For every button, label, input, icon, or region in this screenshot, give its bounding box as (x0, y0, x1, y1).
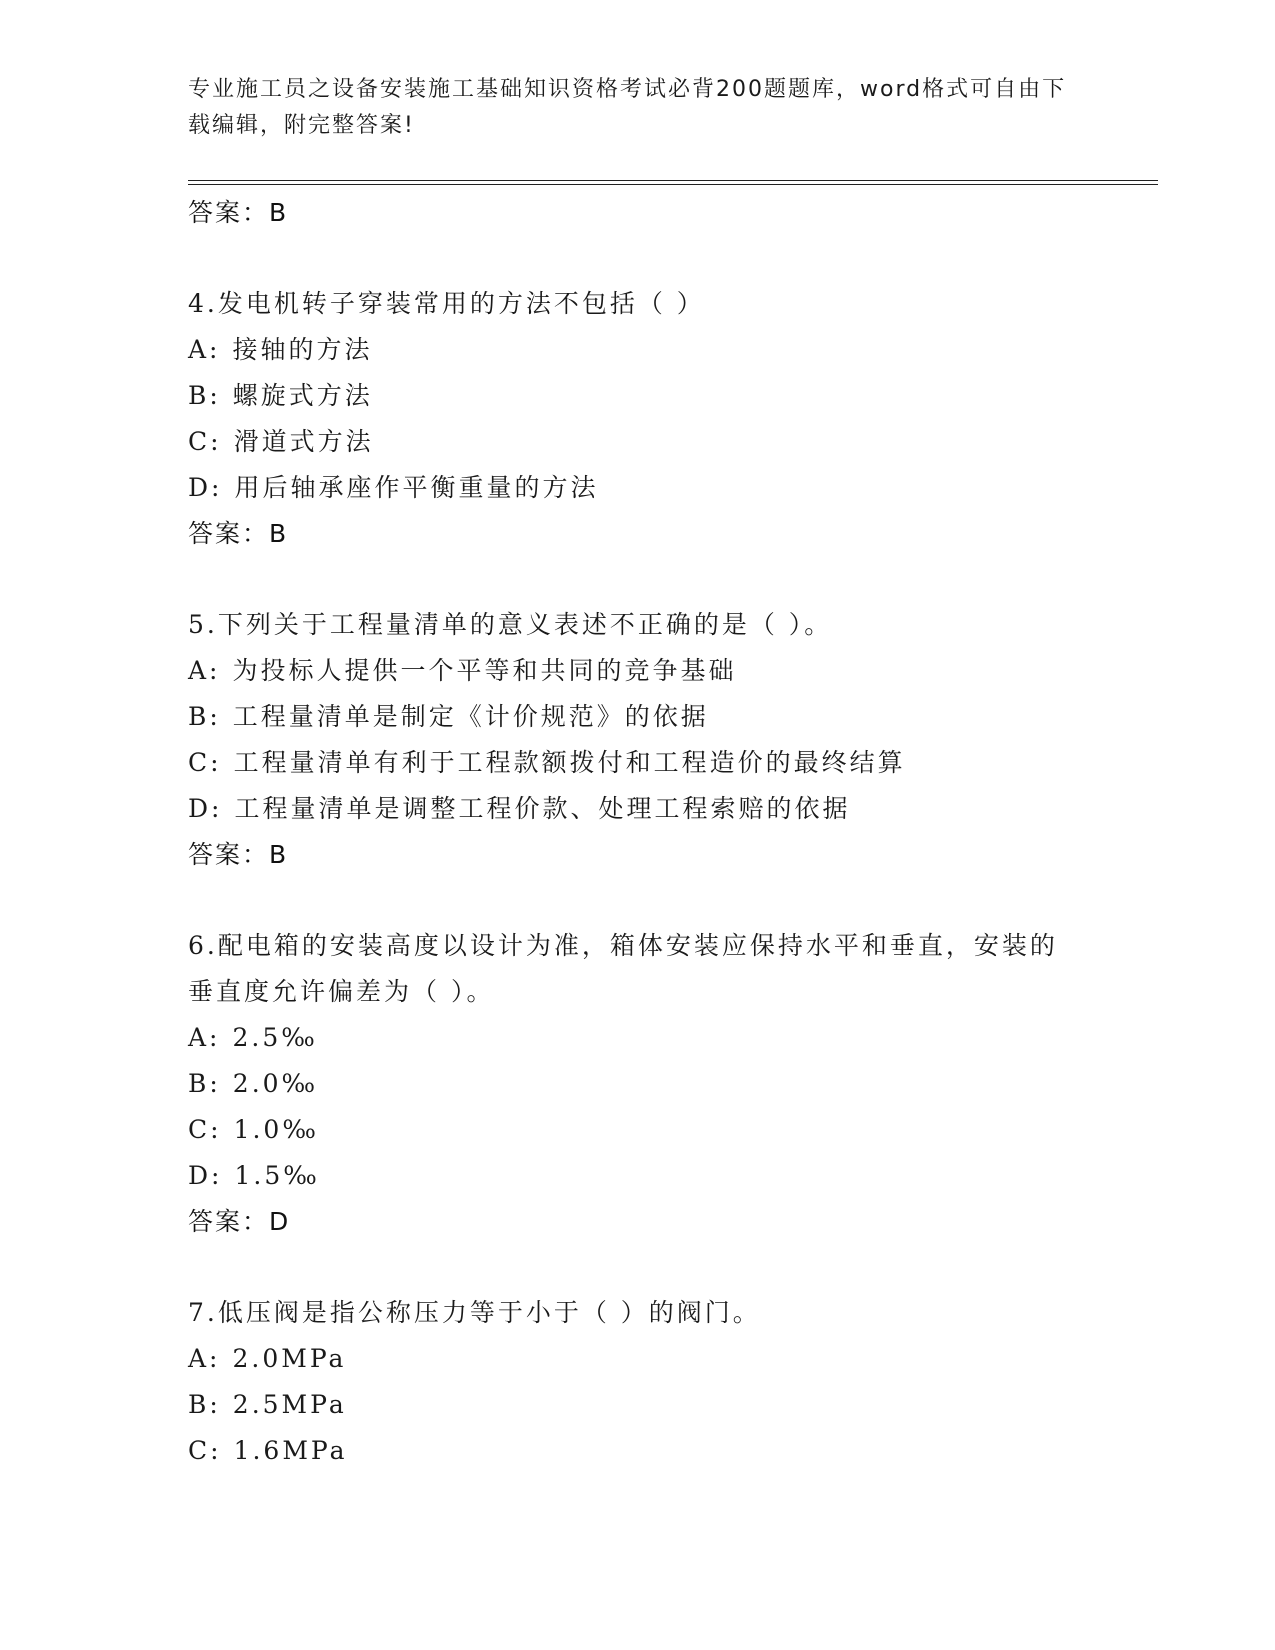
header-divider-bottom (188, 184, 1158, 185)
option-label: D: (188, 473, 223, 502)
option-a (188, 648, 1088, 694)
option-text: 工程量清单有利于工程款额拨付和工程造价的最终结算 (233, 748, 906, 777)
answer-line: 答案：B (188, 519, 289, 548)
option-label: C: (188, 1436, 222, 1465)
question-text: 5.下列关于工程量清单的意义表述不正确的是（ ）。 (188, 610, 833, 639)
option-text: 2.5‰ (232, 1023, 318, 1052)
option-text: 为投标人提供一个平等和共同的竞争基础 (232, 656, 737, 685)
option-label: D: (188, 1161, 223, 1190)
option-b (188, 1382, 1088, 1428)
question-block (188, 602, 1088, 878)
option-text: 工程量清单是制定《计价规范》的依据 (232, 702, 709, 731)
option-c (188, 1428, 1088, 1474)
option-text: 1.6MPa (233, 1436, 348, 1465)
option-c (188, 419, 1088, 465)
document-header: 专业施工员之设备安装施工基础知识资格考试必背200题题库，word格式可自由下载编辑，附完整答案! (188, 77, 1067, 138)
option-text: 2.0‰ (232, 1069, 319, 1098)
question-block (188, 1290, 1088, 1474)
option-label: C: (188, 427, 222, 456)
question-text: 7.低压阀是指公称压力等于小于（ ）的阀门。 (188, 1298, 761, 1327)
option-d (188, 786, 1088, 832)
option-label: C: (188, 1115, 222, 1144)
option-text: 2.0MPa (232, 1344, 347, 1373)
question-list (188, 190, 1088, 1474)
option-c (188, 740, 1088, 786)
option-label: A: (188, 656, 221, 685)
option-a (188, 1336, 1088, 1382)
option-text: 工程量清单是调整工程价款、处理工程索赔的依据 (234, 794, 851, 823)
option-b (188, 373, 1088, 419)
option-a (188, 1015, 1088, 1061)
option-label: B: (188, 702, 221, 731)
previous-answer: 答案：B (188, 198, 289, 227)
option-label: D: (188, 794, 223, 823)
answer-line: 答案：D (188, 1207, 291, 1236)
question-text: 4.发电机转子穿装常用的方法不包括（ ） (188, 289, 705, 318)
option-text: 滑道式方法 (233, 427, 374, 456)
option-text: 接轴的方法 (232, 335, 373, 364)
option-d (188, 1153, 1088, 1199)
option-label: A: (188, 1023, 221, 1052)
option-label: C: (188, 748, 222, 777)
question-text: 6.配电箱的安装高度以设计为准，箱体安装应保持水平和垂直，安装的垂直度允许偏差为（ ）。 (188, 931, 1058, 1006)
option-text: 2.5MPa (232, 1390, 347, 1419)
option-label: A: (188, 335, 221, 364)
option-b (188, 694, 1088, 740)
option-a (188, 327, 1088, 373)
option-text: 1.0‰ (233, 1115, 319, 1144)
option-label: B: (188, 381, 221, 410)
option-label: B: (188, 1069, 221, 1098)
option-label: B: (188, 1390, 221, 1419)
option-c (188, 1107, 1088, 1153)
answer-line: 答案：B (188, 840, 289, 869)
option-label: A: (188, 1344, 221, 1373)
option-d (188, 465, 1088, 511)
option-text: 螺旋式方法 (232, 381, 373, 410)
question-block (188, 923, 1088, 1245)
option-text: 用后轴承座作平衡重量的方法 (234, 473, 599, 502)
question-block (188, 281, 1088, 557)
header-divider-top (188, 180, 1158, 181)
option-text: 1.5‰ (234, 1161, 320, 1190)
option-b (188, 1061, 1088, 1107)
